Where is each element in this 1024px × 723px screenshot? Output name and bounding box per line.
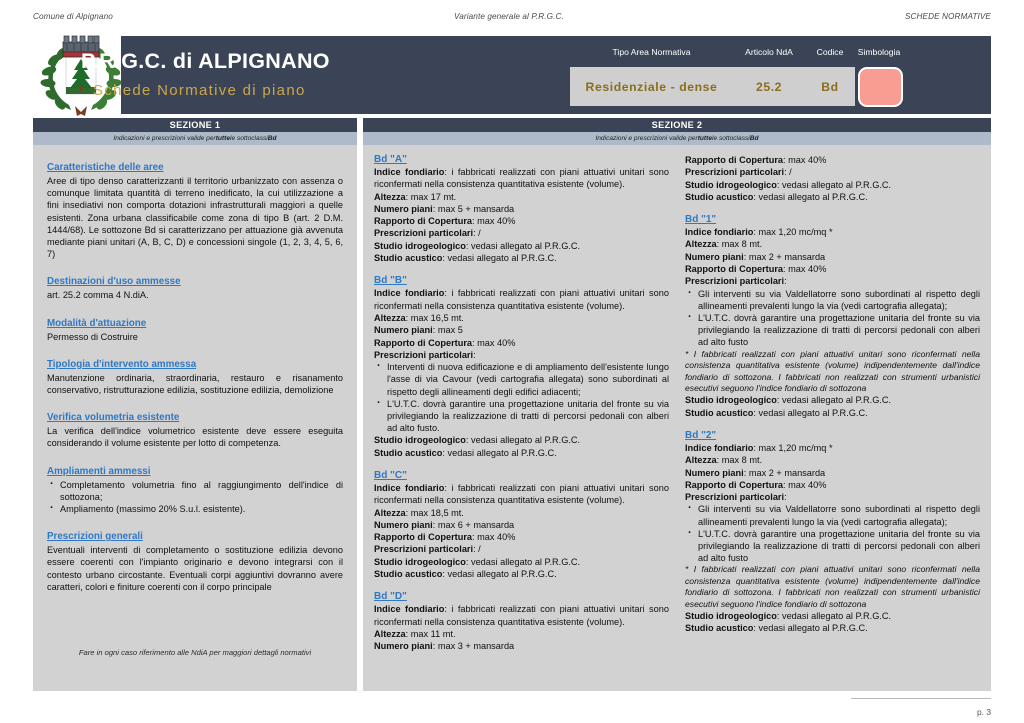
lbl-rapporto: Rapporto di Copertura: [374, 216, 472, 227]
heading-destinazioni-uso-ammesse: Destinazioni d'uso ammesse: [47, 276, 181, 288]
heading-bd-d: Bd "D": [374, 591, 407, 603]
section-1-subheader: [33, 132, 357, 145]
bd-2-studio-acustico: [685, 622, 980, 634]
lbl-prescrizioni: Prescrizioni particolari: [685, 276, 785, 287]
bd-2-numero-piani: [685, 467, 980, 479]
bd-c-rapporto-copertura: [374, 531, 669, 543]
bd-b-prescrizioni-particolari: [374, 349, 669, 361]
value-articolo-nda: 25.2: [755, 79, 783, 94]
block-caratteristiche: [47, 157, 343, 260]
heading-bd-1: Bd "1": [685, 214, 717, 226]
lbl-rapporto: Rapporto di Copertura: [374, 532, 472, 543]
page-number: p. 3: [977, 707, 991, 717]
val-rapporto: : max 40%: [783, 479, 827, 490]
value-codice: Bd: [821, 79, 839, 94]
lbl-idro: Studio idrogeologico: [685, 611, 777, 622]
list-item: · Ampliamento (massimo 20% S.u.l. esistente).: [47, 503, 343, 515]
label-articolo-nda: Articolo NdA: [745, 46, 793, 57]
text-prescrizioni-generali: Eventuali interventi di completamento o sostituzione edilizia devono essere coerenti con l'impianto originario e devono integrarsi con il contesto urbano circostante. Eventuali corpi aggiuntivi dovranno avere caratteri, colori e finiture coerenti con il corpo principale: [47, 545, 343, 592]
zone-bd-d-continued: [685, 154, 980, 203]
s1-sub-mid: le sottoclassi: [230, 135, 268, 142]
lbl-rapporto: Rapporto di Copertura: [685, 264, 783, 275]
bd-c-numero-piani: [374, 519, 669, 531]
block-modalita: [47, 313, 343, 343]
bd-a-altezza: [374, 191, 669, 203]
heading-bd-2: Bd "2": [685, 429, 717, 441]
val-indice: : max 1,20 mc/mq *: [753, 227, 833, 238]
list-item: · L'U.T.C. dovrà garantire una progettazione unitaria del fronte su via privilegiando la realizzazione di tratti di percorsi pedonali con alberi ad alto fusto.: [374, 398, 669, 435]
lbl-altezza: Altezza: [374, 312, 406, 323]
bd-d-numero-piani: [374, 640, 669, 652]
label-simbologia: Simbologia: [857, 46, 901, 57]
zone-bd-c: [374, 470, 669, 580]
val-indice: : i fabbricati realizzati con piani attuativi unitari sono riconfermati nella consistenza quantitativa esistente (volume).: [374, 482, 669, 506]
lbl-prescrizioni: Prescrizioni particolari: [685, 167, 785, 178]
running-head-right: SCHEDE NORMATIVE: [904, 11, 991, 21]
block-tipologia: [47, 354, 343, 396]
bd-d-rapporto-copertura: [685, 154, 980, 166]
val-prescrizioni: : /: [473, 228, 481, 239]
lbl-idro: Studio idrogeologico: [374, 556, 466, 567]
bd-a-studio-idrogeologico: [374, 240, 669, 252]
s1-sub-bold: tutte: [215, 135, 230, 142]
val-altezza: : max 8 mt.: [716, 455, 763, 466]
bd-d-studio-acustico: [685, 191, 980, 203]
lbl-piani: Numero piani: [374, 641, 433, 652]
bd-d-altezza: [374, 628, 669, 640]
val-altezza: : max 18,5 mt.: [405, 507, 464, 518]
lbl-idro: Studio idrogeologico: [374, 435, 466, 446]
bd-b-rapporto-copertura: [374, 337, 669, 349]
simbologia-swatch: [858, 67, 903, 107]
document-title: P.R.G.C. di ALPIGNANO: [81, 49, 330, 73]
lbl-altezza: Altezza: [374, 628, 406, 639]
text-destinazioni-uso-ammesse: art. 25.2 comma 4 N.diA.: [47, 290, 149, 301]
val-altezza: : max 17 mt.: [405, 191, 457, 202]
lbl-acustico: Studio acustico: [374, 253, 443, 264]
s1-sub-pre: Indicazioni e prescrizioni valide per: [113, 135, 216, 142]
heading-verifica-volumetria-esistente: Verifica volumetria esistente: [47, 412, 180, 424]
lbl-prescrizioni: Prescrizioni particolari: [374, 228, 474, 239]
lbl-prescrizioni: Prescrizioni particolari: [374, 544, 474, 555]
lbl-indice: Indice fondiario: [685, 442, 754, 453]
value-tipo-area-normativa: Residenziale - dense: [585, 79, 718, 94]
bd-2-rapporto-copertura: [685, 479, 980, 491]
bd-1-altezza: [685, 238, 980, 250]
s2-sub-bold2: Bd: [749, 135, 759, 142]
val-piani: : max 3 + mansarda: [432, 641, 515, 652]
bd-c-prescrizioni-particolari: [374, 543, 669, 555]
block-verifica: [47, 407, 343, 449]
val-acustico: : vedasi allegato al P.R.G.C.: [753, 191, 868, 202]
section-2-header: SEZIONE 2: [363, 118, 991, 132]
val-acustico: : vedasi allegato al P.R.G.C.: [753, 407, 868, 418]
list-item: · Completamento volumetria fino al raggiungimento dell'indice di sottozona;: [47, 479, 343, 503]
bd-b-studio-acustico: [374, 447, 669, 459]
bd-a-studio-acustico: [374, 252, 669, 264]
val-indice: : max 1,20 mc/mq *: [753, 442, 833, 453]
bd-b-studio-idrogeologico: [374, 434, 669, 446]
bd-a-prescrizioni-particolari: [374, 227, 669, 239]
lbl-prescrizioni: Prescrizioni particolari: [374, 349, 474, 360]
footer-rule: [851, 698, 991, 699]
heading-bd-b: Bd "B": [374, 275, 407, 287]
bd-a-numero-piani: [374, 203, 669, 215]
heading-bd-c: Bd "C": [374, 469, 407, 481]
val-rapporto: : max 40%: [472, 532, 516, 543]
heading-prescrizioni-generali: Prescrizioni generali: [47, 531, 143, 543]
val-altezza: : max 16,5 mt.: [405, 312, 464, 323]
val-prescrizioni: :: [784, 276, 787, 287]
s2-sub-pre: Indicazioni e prescrizioni valide per: [595, 135, 698, 142]
val-acustico: : vedasi allegato al P.R.G.C.: [442, 447, 557, 458]
bd-c-indice-fondiario: [374, 482, 669, 507]
list-item: · Interventi di nuova edificazione e di ampliamento dell'esistente lungo l'asse di via Cavour (vedi cartografia allegata) sono subordinati al rispetto degli allineamenti degli edifici adiacenti;: [374, 361, 669, 398]
lbl-altezza: Altezza: [374, 507, 406, 518]
val-piani: : max 5 + mansarda: [432, 203, 515, 214]
lbl-idro: Studio idrogeologico: [685, 179, 777, 190]
text-modalita-attuazione: Permesso di Costruire: [47, 331, 138, 342]
bd-1-studio-idrogeologico: [685, 394, 980, 406]
lbl-rapporto: Rapporto di Copertura: [374, 337, 472, 348]
document-subtitle: Schede Normative di piano: [93, 82, 306, 99]
zone-bd-b: [374, 275, 669, 459]
val-idro: : vedasi allegato al P.R.G.C.: [465, 240, 581, 251]
val-idro: : vedasi allegato al P.R.G.C.: [465, 435, 581, 446]
val-rapporto: : max 40%: [472, 216, 516, 227]
bd-b-prescrizioni-list: [374, 361, 669, 434]
bd-2-altezza: [685, 454, 980, 466]
lbl-acustico: Studio acustico: [374, 447, 443, 458]
val-piani: : max 2 + mansarda: [743, 251, 826, 262]
val-idro: : vedasi allegato al P.R.G.C.: [465, 556, 581, 567]
lbl-rapporto: Rapporto di Copertura: [685, 155, 783, 165]
masthead-info-labels: [570, 36, 903, 67]
running-head-left: Comune di Alpignano: [33, 11, 113, 21]
lbl-acustico: Studio acustico: [374, 569, 443, 580]
section-1-header: SEZIONE 1: [33, 118, 357, 132]
bd-b-altezza: [374, 312, 669, 324]
zone-bd-2: [685, 430, 980, 635]
bd-2-prescrizioni-list: [685, 503, 980, 564]
val-rapporto: : max 40%: [472, 337, 516, 348]
lbl-indice: Indice fondiario: [374, 604, 445, 615]
bd-1-asterisk-note: * I fabbricati realizzati con piani attuativi unitari sono riconfermati nella consistenza quantitativa esistente (volume) indipendentemente dall'indice fondiario di sottozona. I fabbricati non realizzati con strumenti urbanistici esecutivi seguono l'indice fondiario di sottozona: [685, 348, 980, 393]
bd-1-rapporto-copertura: [685, 263, 980, 275]
bd-1-studio-acustico: [685, 407, 980, 419]
list-item: · L'U.T.C. dovrà garantire una progettazione unitaria del fronte su via privilegiando la realizzazione di tratti di percorsi pedonali con alberi ad alto fusto: [685, 528, 980, 565]
section-1-body: [33, 145, 357, 691]
s2-sub-mid: le sottoclassi: [712, 135, 750, 142]
text-verifica-volumetria-esistente: La verifica dell'indice volumetrico esistente deve essere eseguita considerando il volume esistente per lotto di competenza.: [47, 426, 343, 449]
val-indice: : i fabbricati realizzati con piani attuativi unitari sono riconfermati nella consistenza quantitativa esistente (volume).: [374, 604, 669, 627]
bd-1-prescrizioni-particolari: [685, 275, 980, 287]
heading-tipologia-intervento-ammessa: Tipologia d'intervento ammessa: [47, 358, 197, 370]
lbl-altezza: Altezza: [685, 239, 717, 250]
bd-c-studio-idrogeologico: [374, 556, 669, 568]
lbl-indice: Indice fondiario: [374, 167, 445, 177]
section-2: [363, 118, 991, 691]
running-head: [0, 9, 1024, 23]
block-destinazioni: [47, 271, 343, 301]
lbl-indice: Indice fondiario: [374, 482, 445, 493]
lbl-prescrizioni: Prescrizioni particolari: [685, 492, 785, 503]
val-idro: : vedasi allegato al P.R.G.C.: [776, 611, 892, 622]
val-piani: : max 6 + mansarda: [432, 519, 515, 530]
list-ampliamenti-ammessi: [47, 479, 343, 516]
lbl-acustico: Studio acustico: [685, 407, 754, 418]
sections-container: [33, 118, 991, 691]
block-prescrizioni-generali: [47, 526, 343, 593]
heading-caratteristiche-delle-aree: Caratteristiche delle aree: [47, 162, 164, 173]
bd-c-studio-acustico: [374, 568, 669, 580]
lbl-piani: Numero piani: [374, 203, 433, 214]
bd-2-asterisk-note: * I fabbricati realizzati con piani attuativi unitari sono riconfermati nella consistenza quantitativa esistente (volume) indipendentemente dall'indice fondiario di sottozona. I fabbricati non realizzati con strumenti urbanistici esecutivi seguono l'indice fondiario di sottozona: [685, 564, 980, 609]
bd-d-prescrizioni-particolari: [685, 166, 980, 178]
bd-c-altezza: [374, 507, 669, 519]
bd-2-prescrizioni-particolari: [685, 491, 980, 503]
val-idro: : vedasi allegato al P.R.G.C.: [776, 179, 892, 190]
val-indice: : i fabbricati realizzati con piani attuativi unitari sono riconfermati nella consistenza quantitativa esistente (volume).: [374, 288, 669, 311]
section-1: [33, 118, 357, 691]
val-prescrizioni: :: [784, 492, 787, 503]
zone-bd-a: [374, 154, 669, 264]
lbl-idro: Studio idrogeologico: [685, 395, 777, 406]
label-codice: Codice: [816, 46, 844, 57]
s1-sub-bold2: Bd: [267, 135, 277, 142]
bd-1-numero-piani: [685, 251, 980, 263]
bd-2-indice-fondiario: [685, 442, 980, 454]
bd-d-indice-fondiario: [374, 603, 669, 628]
masthead-info-strip: [570, 36, 903, 114]
text-caratteristiche-delle-aree: Aree di tipo denso caratterizzanti il territorio urbanizzato con assenza o comunque limitata quantità di terreno inedificato, la cui utilizzazione a fini insediativi non comporta dotazioni infrastrutturali maggiori a quelle esistenti. Zona urbana classificabile come zona di tipo B (art. 2 D.M. 1444/68). Le sottozone Bd si caratterizzano per attuazione già avvenuta mediante piani unitari (A, B, C, D) e concessioni singole (1, 2, 3, 4, 5, 6, 7): [47, 176, 343, 260]
val-prescrizioni: :: [473, 349, 476, 360]
val-rapporto: : max 40%: [783, 264, 827, 275]
text-tipologia-intervento-ammessa: Manutenzione ordinaria, straordinaria, restauro e risanamento conservativo, ristrutturazione edilizia, sostituzione edilizia, demolizione: [47, 372, 343, 396]
lbl-piani: Numero piani: [685, 251, 744, 262]
lbl-rapporto: Rapporto di Copertura: [685, 479, 783, 490]
s2-sub-bold: tutte: [697, 135, 712, 142]
masthead-info-values: [570, 67, 855, 106]
running-head-center: Variante generale al P.R.G.C.: [453, 11, 564, 21]
lbl-piani: Numero piani: [374, 519, 433, 530]
section-2-column-right: [685, 154, 980, 683]
block-ampliamenti: [47, 461, 343, 516]
heading-bd-a: Bd "A": [374, 154, 407, 165]
bd-b-indice-fondiario: [374, 287, 669, 312]
heading-modalita-attuazione: Modalità d'attuazione: [47, 317, 147, 329]
lbl-acustico: Studio acustico: [685, 623, 754, 634]
section-2-body: [363, 145, 991, 691]
bd-a-indice-fondiario: [374, 166, 669, 191]
lbl-piani: Numero piani: [685, 467, 744, 478]
val-idro: : vedasi allegato al P.R.G.C.: [776, 395, 892, 406]
section-1-footnote: Fare in ogni caso riferimento alle NdiA per maggiori dettagli normativi: [78, 648, 312, 657]
bd-1-indice-fondiario: [685, 226, 980, 238]
val-indice: : i fabbricati realizzati con piani attuativi unitari sono riconfermati nella consistenza quantitativa esistente (volume).: [374, 167, 669, 190]
bd-d-studio-idrogeologico: [685, 179, 980, 191]
section-2-column-left: [374, 154, 669, 683]
bd-1-prescrizioni-list: [685, 288, 980, 349]
val-rapporto: : max 40%: [783, 155, 827, 165]
val-prescrizioni: : /: [784, 167, 792, 178]
lbl-idro: Studio idrogeologico: [374, 240, 466, 251]
zone-bd-1: [685, 214, 980, 419]
list-item: · Gli interventi su via Valdellatorre sono subordinati al rispetto degli allineamenti prevalenti lungo la via (vedi cartografia allegata);: [685, 288, 980, 312]
coat-of-arms-icon: [33, 30, 129, 118]
val-acustico: : vedasi allegato al P.R.G.C.: [442, 569, 557, 580]
val-altezza: : max 11 mt.: [405, 628, 456, 639]
section-2-subheader: [363, 132, 991, 145]
lbl-altezza: Altezza: [374, 191, 406, 202]
masthead: [33, 36, 991, 114]
lbl-piani: Numero piani: [374, 325, 433, 336]
list-item: · L'U.T.C. dovrà garantire una progettazione unitaria del fronte su via privilegiando la realizzazione di tratti di percorsi pedonali con alberi ad alto fusto: [685, 312, 980, 349]
val-piani: : max 5: [432, 325, 463, 336]
bd-b-numero-piani: [374, 324, 669, 336]
heading-ampliamenti-ammessi: Ampliamenti ammessi: [47, 465, 151, 477]
val-prescrizioni: : /: [473, 544, 481, 555]
list-item: · Gli interventi su via Valdellatorre sono subordinati al rispetto degli allineamenti prevalenti lungo la via (vedi cartografia allegata);: [685, 503, 980, 527]
lbl-acustico: Studio acustico: [685, 191, 754, 202]
bd-a-rapporto-copertura: [374, 215, 669, 227]
val-acustico: : vedasi allegato al P.R.G.C.: [442, 253, 557, 264]
zone-bd-d: [374, 591, 669, 652]
label-tipo-area-normativa: Tipo Area Normativa: [612, 46, 691, 57]
lbl-indice: Indice fondiario: [685, 227, 754, 238]
bd-2-studio-idrogeologico: [685, 610, 980, 622]
val-altezza: : max 8 mt.: [716, 239, 763, 250]
lbl-indice: Indice fondiario: [374, 288, 445, 299]
val-acustico: : vedasi allegato al P.R.G.C.: [753, 623, 868, 634]
lbl-altezza: Altezza: [685, 455, 717, 466]
val-piani: : max 2 + mansarda: [743, 467, 826, 478]
